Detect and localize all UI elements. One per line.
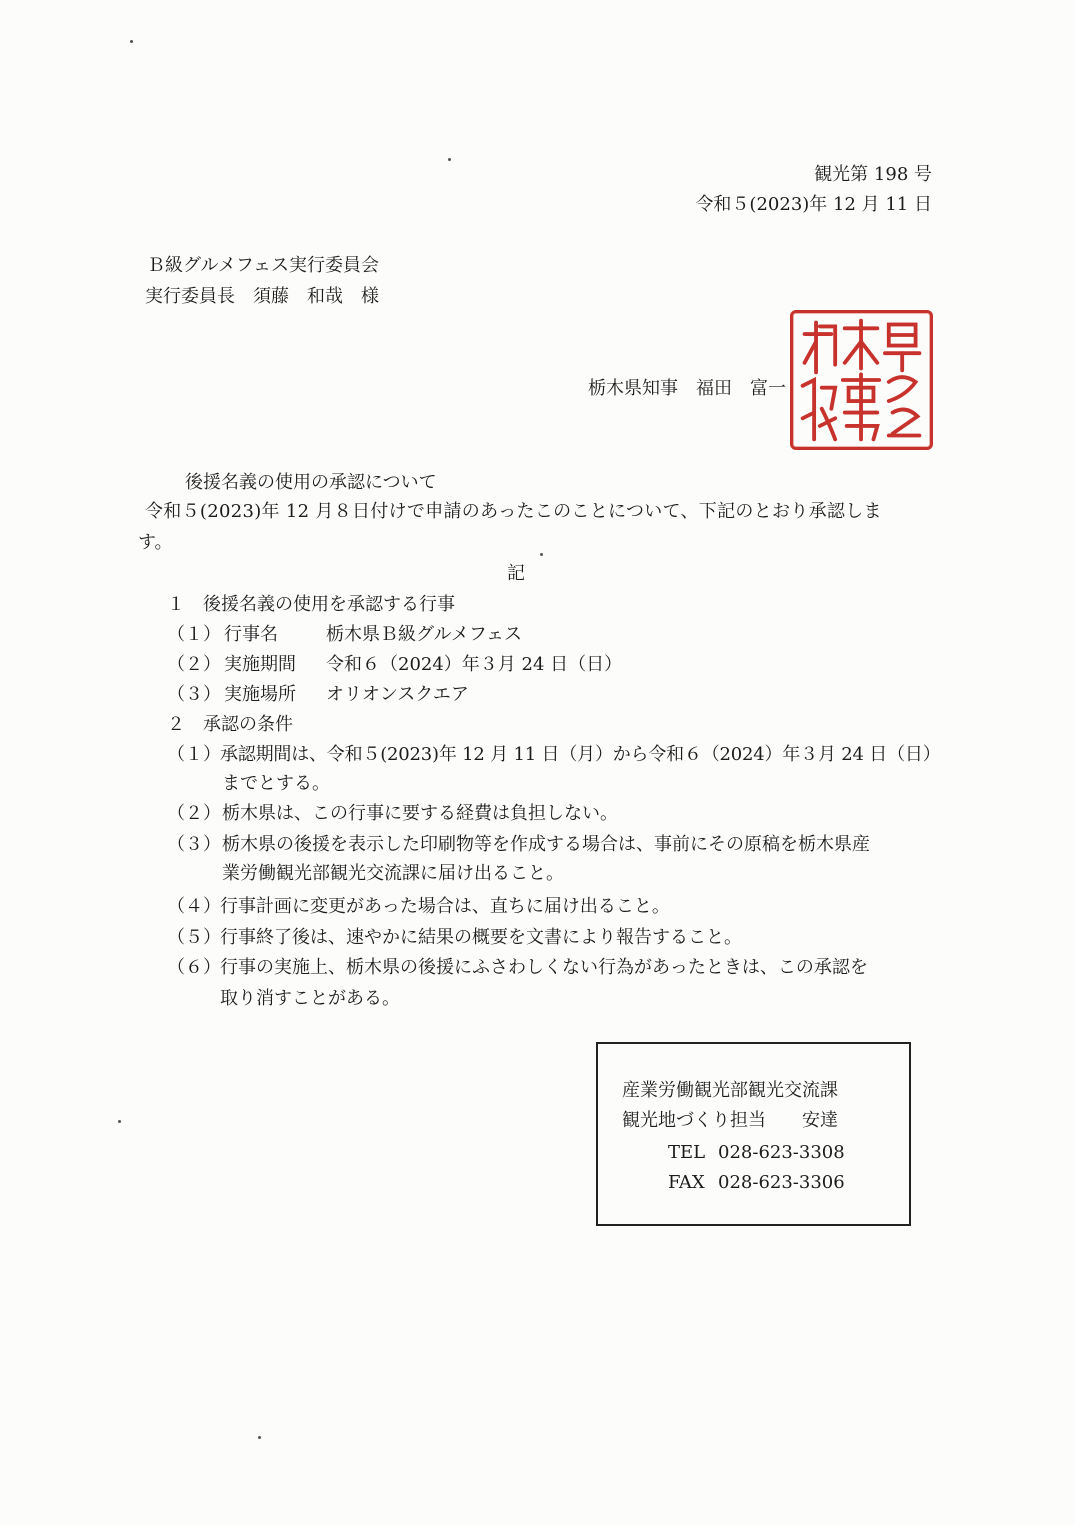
section-1-item-1-num: （１）: [167, 624, 221, 645]
scan-speck: [258, 1436, 261, 1439]
contact-person: 観光地づくり担当 安達: [622, 1110, 838, 1131]
section-1-item-3-value: オリオンスクエア: [326, 684, 469, 705]
section-2-item-4-num: （４）: [167, 896, 221, 917]
section-2-item-1-line-2: までとする。: [222, 773, 330, 794]
contact-department: 産業労働観光部観光交流課: [622, 1080, 838, 1101]
ki-heading: 記: [507, 563, 525, 584]
section-2-item-5-line-1: 行事終了後は、速やかに結果の概要を文書により報告すること。: [220, 927, 742, 948]
section-1-item-3-label: 実施場所: [224, 684, 296, 705]
body-text-line-2: す。: [138, 532, 173, 553]
scan-speck: [448, 158, 451, 161]
contact-fax-label: FAX: [668, 1172, 705, 1193]
section-2-item-5-num: （５）: [167, 927, 221, 948]
section-1-item-2-num: （２）: [167, 654, 221, 675]
section-2-item-6-line-2: 取り消すことがある。: [220, 988, 400, 1009]
scan-speck: [130, 40, 133, 43]
section-2-item-4-line-1: 行事計画に変更があった場合は、直ちに届け出ること。: [220, 896, 670, 917]
section-1-item-2-value: 令和６（2024）年３月 24 日（日）: [326, 654, 623, 675]
section-2-item-2-num: （２）: [167, 803, 221, 824]
document-number: 観光第 198 号: [814, 164, 932, 185]
section-1-item-3-num: （３）: [167, 684, 221, 705]
contact-tel: 028-623-3308: [718, 1142, 845, 1163]
seal-glyph-icon: [793, 313, 930, 447]
scan-speck: [118, 1120, 121, 1123]
recipient-name: 実行委員長 須藤 和哉 様: [145, 286, 379, 307]
body-text-line-1: 令和５(2023)年 12 月８日付けで申請のあったこのことについて、下記のとおり承認しま: [145, 501, 882, 522]
section-2-item-2-line-1: 栃木県は、この行事に要する経費は負担しない。: [222, 803, 618, 824]
section-2-heading: ２ 承認の条件: [167, 714, 293, 735]
official-seal: [790, 310, 933, 450]
section-2-item-3-num: （３）: [167, 834, 221, 855]
section-1-item-1-value: 栃木県Ｂ級グルメフェス: [326, 624, 523, 645]
contact-tel-label: TEL: [668, 1142, 706, 1163]
section-2-item-6-num: （６）: [167, 957, 221, 978]
document-date: 令和５(2023)年 12 月 11 日: [695, 194, 932, 215]
recipient-organization: Ｂ級グルメフェス実行委員会: [147, 255, 380, 276]
section-2-item-1-line-1: 承認期間は、令和５(2023)年 12 月 11 日（月）から令和６（2024）年３月 24 日（日）: [220, 744, 941, 765]
section-2-item-6-line-1: 行事の実施上、栃木県の後援にふさわしくない行為があったときは、この承認を: [220, 957, 868, 978]
section-2-item-3-line-1: 栃木県の後援を表示した印刷物等を作成する場合は、事前にその原稿を栃木県産: [222, 834, 870, 855]
section-1-item-1-label: 行事名: [224, 624, 278, 645]
section-2-item-3-line-2: 業労働観光部観光交流課に届け出ること。: [222, 863, 564, 884]
contact-box: [596, 1042, 911, 1226]
section-2-item-1-num: （１）: [167, 744, 221, 765]
contact-fax: 028-623-3306: [718, 1172, 845, 1193]
scan-speck: [540, 553, 543, 556]
subject-line: 後援名義の使用の承認について: [185, 472, 437, 493]
section-1-heading: １ 後援名義の使用を承認する行事: [167, 594, 455, 615]
section-1-item-2-label: 実施期間: [224, 654, 296, 675]
sender-name: 栃木県知事 福田 富一: [588, 378, 786, 399]
